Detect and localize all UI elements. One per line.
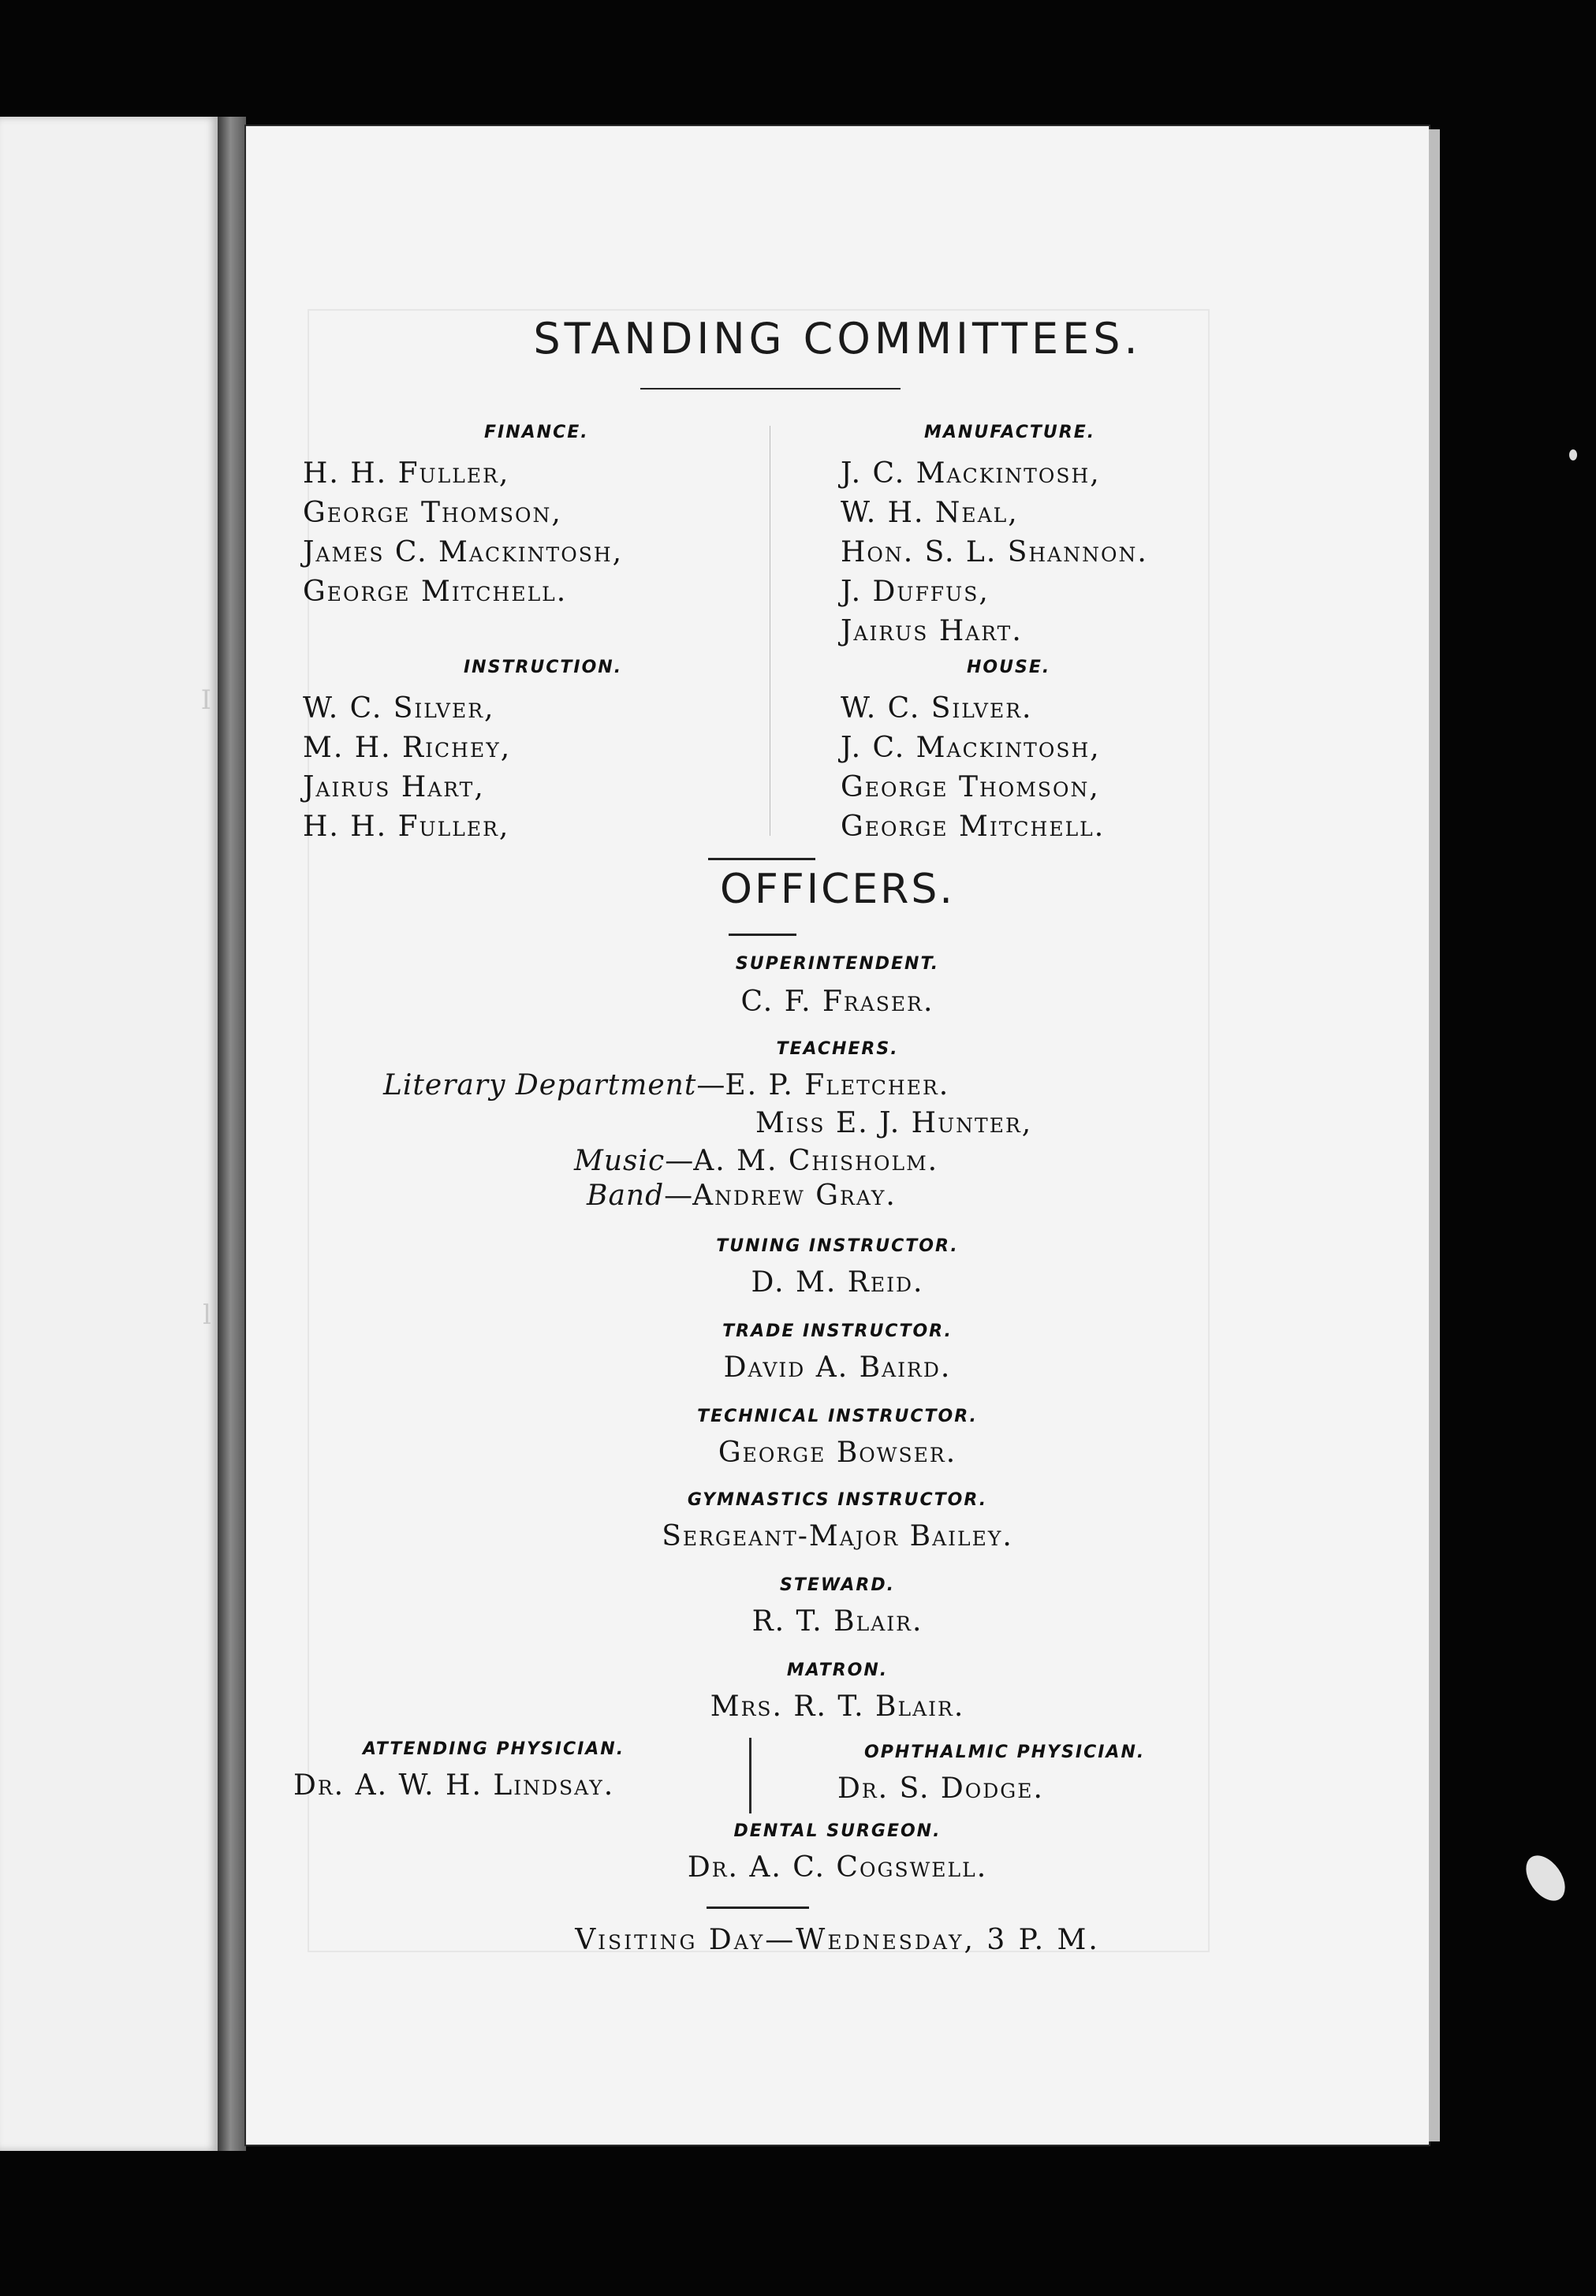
page-title: STANDING COMMITTEES. [533, 314, 1142, 363]
officer-name: George Bowser. [718, 1437, 957, 1469]
member-name: J. C. Mackintosh, [841, 457, 1101, 490]
officer-label: TECHNICAL INSTRUCTOR. [697, 1407, 978, 1426]
teacher-name: Miss E. J. Hunter, [755, 1107, 1033, 1139]
officer-label: TUNING INSTRUCTOR. [716, 1236, 959, 1256]
officer-name: Mrs. R. T. Blair. [710, 1690, 965, 1723]
officer-label: GYMNASTICS INSTRUCTOR. [687, 1490, 988, 1510]
member-name: H. H. Fuller, [303, 811, 510, 843]
member-name: H. H. Fuller, [303, 457, 510, 490]
member-name: Jairus Hart. [841, 615, 1023, 647]
officer-name: C. F. Fraser. [740, 986, 934, 1018]
department-name: Literary Department [383, 1069, 697, 1101]
member-name: George Mitchell. [841, 811, 1106, 843]
dust-speck [1569, 449, 1577, 460]
committee-label: FINANCE. [484, 423, 589, 442]
column-divider [749, 1738, 751, 1813]
dash: — [665, 1145, 694, 1177]
officer-name: R. T. Blair. [751, 1605, 923, 1638]
officer-label: TEACHERS. [776, 1039, 899, 1059]
book-spine [218, 117, 246, 2151]
officer-label: OPHTHALMIC PHYSICIAN. [864, 1742, 1146, 1762]
officer-name: Dr. S. Dodge. [837, 1772, 1044, 1805]
officer-name: Dr. A. C. Cogswell. [687, 1851, 988, 1884]
teacher-name: E. P. Fletcher. [725, 1069, 950, 1101]
dash: — [696, 1069, 725, 1101]
department-name: Music [574, 1145, 666, 1177]
committee-label: HOUSE. [967, 658, 1051, 677]
teacher-row [755, 1107, 1032, 1139]
officer-name: Sergeant-Major Bailey. [662, 1520, 1013, 1552]
teacher-row [383, 1069, 949, 1101]
committee-label: MANUFACTURE. [924, 423, 1096, 442]
officer-label: SUPERINTENDENT. [735, 954, 940, 974]
committee-label: INSTRUCTION. [464, 658, 623, 677]
bleed-through-mark: I [200, 684, 211, 716]
teacher-name: Andrew Gray. [692, 1180, 897, 1212]
member-name: Jairus Hart, [303, 771, 485, 803]
member-name: George Mitchell. [303, 576, 568, 608]
member-name: M. H. Richey, [303, 732, 512, 764]
divider [640, 388, 901, 390]
teacher-name: A. M. Chisholm. [693, 1145, 939, 1177]
officer-label: DENTAL SURGEON. [733, 1821, 942, 1841]
officer-label: ATTENDING PHYSICIAN. [363, 1739, 625, 1759]
visiting-day: Visiting Day—Wednesday, 3 P. M. [575, 1924, 1100, 1956]
divider [729, 934, 796, 936]
dash: — [664, 1180, 693, 1212]
member-name: W. H. Neal, [841, 497, 1019, 529]
member-name: J. Duffus, [841, 576, 990, 608]
member-name: George Thomson, [303, 497, 562, 529]
page-edge [1429, 129, 1440, 2141]
member-name: W. C. Silver. [841, 692, 1033, 725]
bleed-through-mark: l [203, 1299, 211, 1331]
department-name: Band [587, 1180, 665, 1212]
teacher-row [587, 1180, 897, 1212]
member-name: James C. Mackintosh, [303, 536, 624, 568]
member-name: Hon. S. L. Shannon. [841, 536, 1148, 568]
officer-name: D. M. Reid. [751, 1266, 924, 1299]
divider [708, 858, 815, 860]
officer-label: STEWARD. [780, 1575, 895, 1595]
member-name: George Thomson, [841, 771, 1100, 803]
section-title: OFFICERS. [720, 866, 955, 913]
officer-label: MATRON. [786, 1660, 889, 1680]
officer-label: TRADE INSTRUCTOR. [722, 1321, 953, 1341]
officer-name: Dr. A. W. H. Lindsay. [293, 1769, 615, 1802]
member-name: W. C. Silver, [303, 692, 495, 725]
left-facing-page [0, 117, 218, 2151]
officer-name: David A. Baird. [723, 1351, 952, 1384]
dust-speck [1518, 1848, 1572, 1907]
teacher-row [574, 1145, 938, 1177]
member-name: J. C. Mackintosh, [841, 732, 1101, 764]
divider [707, 1906, 809, 1909]
